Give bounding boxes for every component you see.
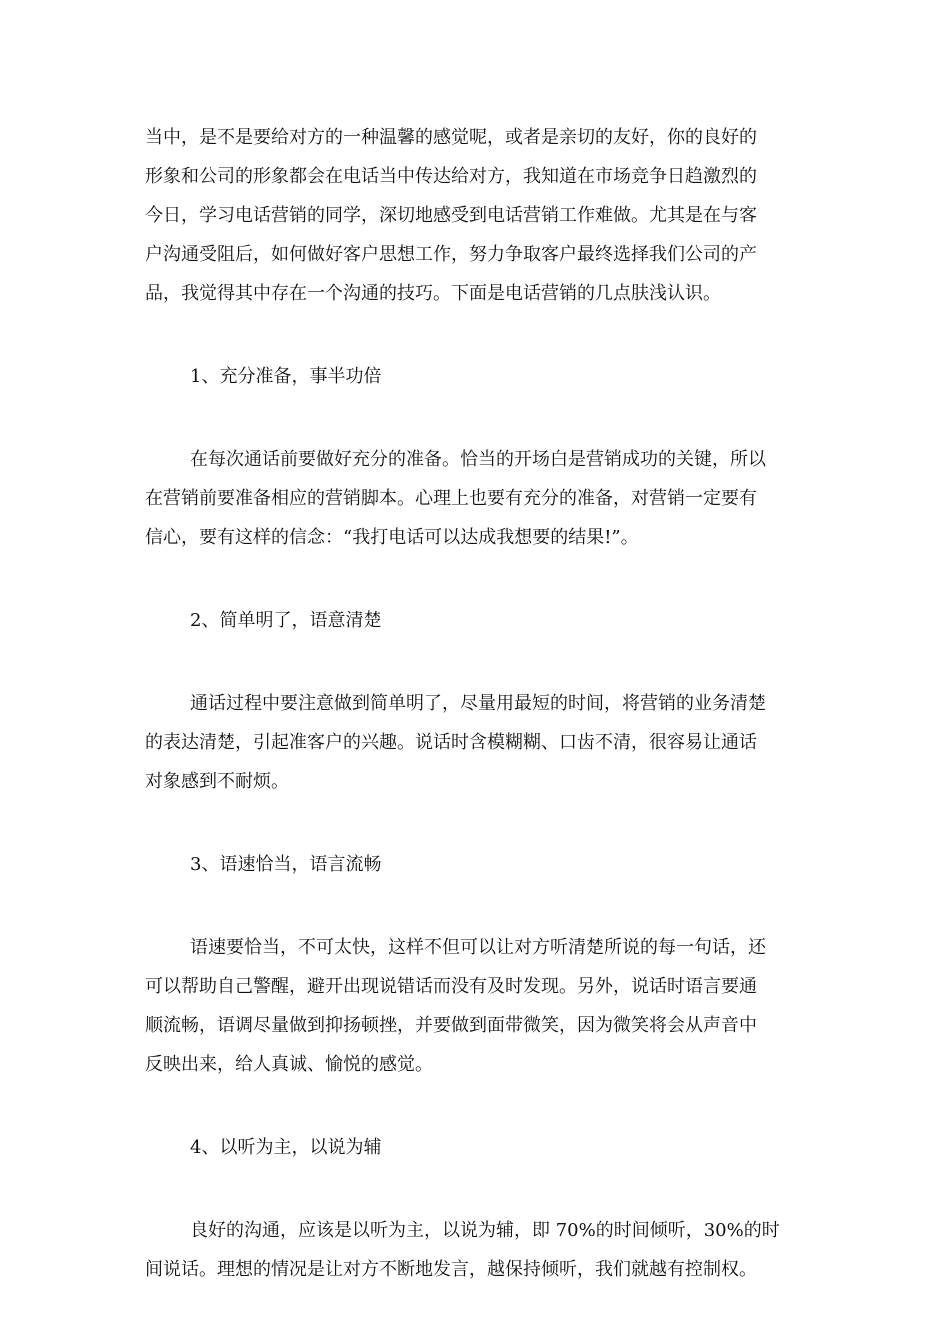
spacer xyxy=(145,1084,815,1128)
paragraph-line: 间说话。理想的情况是让对方不断地发言，越保持倾听，我们就越有控制权。 xyxy=(145,1259,757,1280)
paragraph-line: 信心，要有这样的信念：“我打电话可以达成我想要的结果!”。 xyxy=(145,527,639,548)
intro-paragraph xyxy=(145,118,815,313)
paragraph-line: 通话过程中要注意做到简单明了，尽量用最短的时间，将营销的业务清楚 xyxy=(190,693,766,714)
section-heading-4: 4、以听为主，以说为辅 xyxy=(190,1137,382,1158)
paragraph-line: 在每次通话前要做好充分的准备。恰当的开场白是营销成功的关键，所以 xyxy=(190,449,766,470)
document-body xyxy=(145,118,815,1289)
paragraph-line: 可以帮助自己警醒，避开出现说错话而没有及时发现。另外，说话时语言要通 xyxy=(145,976,757,997)
section-paragraph-3 xyxy=(145,928,815,1084)
section-paragraph-2 xyxy=(145,684,815,801)
spacer xyxy=(145,801,815,845)
intro-line: 户沟通受阻后，如何做好客户思想工作，努力争取客户最终选择我们公司的产 xyxy=(145,244,757,265)
paragraph-line: 语速要恰当，不可太快，这样不但可以让对方听清楚所说的每一句话，还 xyxy=(190,937,766,958)
intro-line: 当中，是不是要给对方的一种温馨的感觉呢，或者是亲切的友好，你的良好的 xyxy=(145,127,757,148)
paragraph-line: 反映出来，给人真诚、愉悦的感觉。 xyxy=(145,1054,433,1075)
section-paragraph-1 xyxy=(145,440,815,557)
section-heading-3: 3、语速恰当，语言流畅 xyxy=(190,854,382,875)
paragraph-line: 顺流畅，语调尽量做到抑扬顿挫，并要做到面带微笑，因为微笑将会从声音中 xyxy=(145,1015,757,1036)
paragraph-line: 在营销前要准备相应的营销脚本。心理上也要有充分的准备，对营销一定要有 xyxy=(145,488,757,509)
spacer xyxy=(145,396,815,440)
spacer xyxy=(145,557,815,601)
spacer xyxy=(145,1167,815,1211)
intro-line: 今日，学习电话营销的同学，深切地感受到电话营销工作难做。尤其是在与客 xyxy=(145,205,757,226)
spacer xyxy=(145,640,815,684)
spacer xyxy=(145,884,815,928)
intro-line: 形象和公司的形象都会在电话当中传达给对方，我知道在市场竞争日趋激烈的 xyxy=(145,166,757,187)
paragraph-line: 良好的沟通，应该是以听为主，以说为辅，即 70%的时间倾听，30%的时 xyxy=(190,1220,780,1241)
section-heading-1: 1、充分准备，事半功倍 xyxy=(190,366,382,387)
section-paragraph-4 xyxy=(145,1211,815,1289)
paragraph-line: 对象感到不耐烦。 xyxy=(145,771,289,792)
paragraph-line: 的表达清楚，引起准客户的兴趣。说话时含模糊糊、口齿不清，很容易让通话 xyxy=(145,732,757,753)
spacer xyxy=(145,313,815,357)
intro-line: 品，我觉得其中存在一个沟通的技巧。下面是电话营销的几点肤浅认识。 xyxy=(145,283,721,304)
section-heading-2: 2、简单明了，语意清楚 xyxy=(190,610,382,631)
